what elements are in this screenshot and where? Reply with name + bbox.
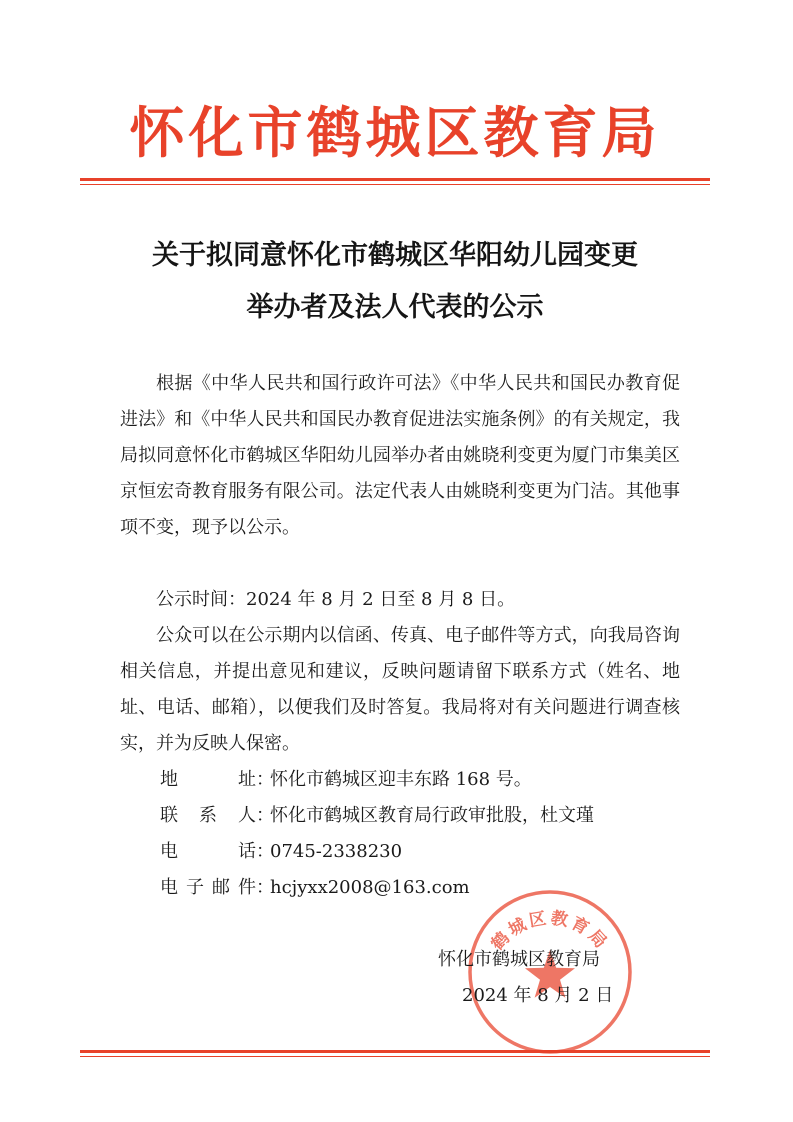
body-paragraph-1 [120,366,680,546]
contact-person-value: 怀化市鹤城区教育局行政审批股，杜文瑾 [270,805,594,826]
letterhead-title: 怀化市鹤城区教育局 [129,101,661,165]
letterhead-rule-thick [80,178,710,181]
email-label: 电子邮件 [160,877,256,898]
contact-email-row [160,870,470,906]
body-paragraph-2 [120,582,680,618]
paragraph-text: 公示时间：2024 年 8 月 2 日至 8 月 8 日。 [156,589,516,610]
signature-date: 2024 年 8 月 2 日 [462,985,614,1006]
contact-phone-row [160,834,402,870]
footer-rule-thick [80,1050,710,1053]
footer-rule-thin [80,1056,710,1057]
phone-label: 电话 [160,841,256,862]
contact-person-label: 联系人 [160,805,256,826]
email-value: hcjyxx2008@163.com [270,877,470,898]
address-value: 怀化市鹤城区迎丰东路 168 号。 [270,769,532,790]
label-separator: ： [256,877,274,898]
label-separator: ： [256,841,274,862]
paragraph-text: 公众可以在公示期内以信函、传真、电子邮件等方式，向我局咨询相关信息，并提出意见和建议，反映问题请留下联系方式（姓名、地址、电话、邮箱），以便我们及时答复。我局将对有关问题进行调查核实，并为反映人保密。 [120,625,680,754]
contact-person-row [160,798,594,834]
phone-value: 0745-2338230 [270,841,403,862]
label-separator: ： [256,805,274,826]
contact-address-row [160,762,532,798]
paragraph-text: 根据《中华人民共和国行政许可法》《中华人民共和国民办教育促进法》和《中华人民共和国民办教育促进法实施条例》的有关规定，我局拟同意怀化市鹤城区华阳幼儿园举办者由姚晓利变更为厦门市集美区京恒宏奇教育服务有限公司。法定代表人由姚晓利变更为门洁。其他事项不变，现予以公示。 [120,373,680,538]
address-label: 地址 [160,769,256,790]
label-separator: ： [256,769,274,790]
body-paragraph-3 [120,618,680,762]
notice-title-line-1: 关于拟同意怀化市鹤城区华阳幼儿园变更 [152,240,638,271]
seal-arc-text: 鹤城区教育局 [487,908,613,955]
signature-organization: 怀化市鹤城区教育局 [438,949,600,970]
notice-title-line-2: 举办者及法人代表的公示 [246,292,544,323]
letterhead-rule-thin [80,184,710,185]
